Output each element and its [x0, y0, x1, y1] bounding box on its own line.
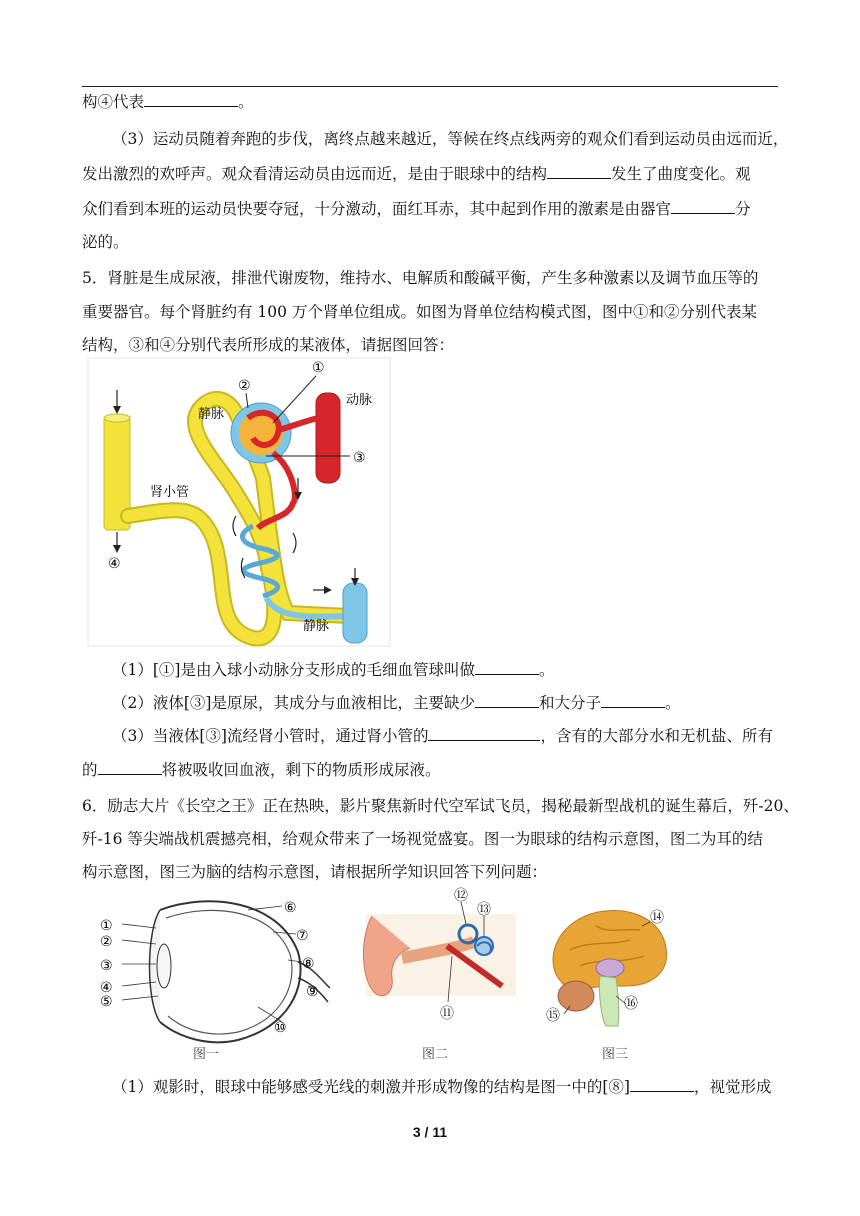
- answer-blank[interactable]: [475, 691, 539, 708]
- answer-blank[interactable]: [144, 90, 238, 107]
- text: 发生了曲度变化。观: [611, 165, 751, 183]
- text: ，视觉形成: [693, 1078, 772, 1096]
- label-1: ①: [312, 360, 325, 376]
- ear-label-11: ⑪: [440, 1006, 454, 1022]
- ear-diagram: [362, 886, 524, 1064]
- text: 众们看到本班的运动员快要夺冠，十分激动，面红耳赤，其中起到作用的激素是由器官: [82, 200, 672, 218]
- text-line: 泌的。: [82, 233, 129, 251]
- answer-blank[interactable]: [547, 162, 611, 179]
- brain-label-15: ⑮: [546, 1008, 560, 1024]
- page-number: 3 / 11: [412, 1124, 448, 1140]
- ear-label-12: ⑫: [454, 888, 468, 904]
- text-line: 结构，③和④分别代表所形成的某液体，请据图回答：: [82, 336, 455, 354]
- eye-label-10: ⑩: [274, 1020, 287, 1036]
- ear-label-13: ⑬: [477, 902, 491, 918]
- text-line: 歼-16 等尖端战机震撼亮相，给观众带来了一场视觉盛宴。图一为眼球的结构示意图，图二为耳的结: [82, 830, 763, 848]
- text: 。: [238, 93, 254, 111]
- label-artery: 动脉: [346, 393, 373, 408]
- label-vein-top: 静脉: [198, 407, 225, 422]
- text: 发出激烈的欢呼声。观众看清运动员由远而近，是由于眼球中的结构: [82, 165, 548, 183]
- question-6-text: 6．励志大片《长空之王》正在热映，影片聚焦新时代空军试飞员，揭秘最新型战机的诞生幕后，歼-20、: [82, 797, 799, 815]
- answer-blank[interactable]: [601, 691, 665, 708]
- answer-blank[interactable]: [475, 658, 539, 675]
- brain-label-16: ⑯: [624, 996, 638, 1012]
- text: （2）液体[③]是原尿，其成分与血液相比，主要缺少: [112, 694, 475, 712]
- text-line: [82, 162, 782, 186]
- eye-caption: 图一: [193, 1047, 220, 1062]
- text-line: [112, 658, 812, 682]
- text: 。: [664, 694, 681, 712]
- answer-blank[interactable]: [671, 197, 735, 214]
- text-line: [112, 1075, 812, 1099]
- text-line: [82, 758, 782, 782]
- answer-blank[interactable]: [428, 724, 540, 741]
- eye-label-9: ⑨: [306, 984, 319, 1000]
- text-line: （3）运动员随着奔跑的步伐，离终点越来越近，等候在终点线两旁的观众们看到运动员由远而近，: [112, 130, 789, 148]
- text: ，含有的大部分水和无机盐、所有: [540, 727, 773, 745]
- eye-diagram: [98, 892, 330, 1064]
- label-2: ②: [238, 378, 251, 394]
- text: 的: [82, 761, 98, 779]
- nephron-diagram: [88, 358, 393, 648]
- text: 分: [735, 200, 751, 218]
- text: 。: [538, 661, 555, 679]
- text-line: 重要器官。每个肾脏约有 100 万个肾单位组成。如图为肾单位结构模式图，图中①和②分别代表某: [82, 303, 757, 321]
- text-line: [82, 197, 782, 221]
- eye-label-1: ①: [100, 918, 113, 934]
- eye-label-4: ④: [100, 980, 113, 996]
- brain-diagram: [540, 900, 688, 1064]
- label-4: ④: [108, 556, 121, 572]
- eye-label-2: ②: [100, 934, 113, 950]
- text-line: [112, 691, 812, 715]
- answer-blank[interactable]: [630, 1075, 694, 1092]
- brain-label-14: ⑭: [650, 910, 664, 926]
- text: 将被吸收回血液，剩下的物质形成尿液。: [161, 761, 441, 779]
- header-rule: [82, 86, 778, 87]
- answer-blank[interactable]: [98, 758, 162, 775]
- label-3: ③: [353, 450, 366, 466]
- brain-caption: 图三: [602, 1047, 629, 1062]
- text: 构④代表: [82, 93, 145, 111]
- question-5-text: 5．肾脏是生成尿液，排泄代谢废物，维持水、电解质和酸碱平衡，产生多种激素以及调节血压等的: [82, 269, 759, 287]
- text-line: 构示意图，图三为脑的结构示意图，请根据所学知识回答下列问题：: [82, 863, 548, 881]
- eye-label-5: ⑤: [100, 994, 113, 1010]
- eye-label-7: ⑦: [296, 928, 309, 944]
- ear-caption: 图二: [422, 1047, 449, 1062]
- text: （1）观影时，眼球中能够感受光线的刺激并形成物像的结构是图一中的[⑧]: [112, 1078, 630, 1096]
- text-line: [82, 90, 782, 114]
- text: （1）[①]是由入球小动脉分支形成的毛细血管球叫做: [112, 661, 475, 679]
- eye-label-8: ⑧: [302, 956, 315, 972]
- label-vein-bottom: 静脉: [303, 619, 330, 634]
- label-tubule: 肾小管: [150, 485, 190, 500]
- text: 和大分子: [538, 694, 601, 712]
- text: （3）当液体[③]流经肾小管时，通过肾小管的: [112, 727, 429, 745]
- eye-label-3: ③: [100, 958, 113, 974]
- eye-label-6: ⑥: [284, 900, 297, 916]
- text-line: [112, 724, 812, 748]
